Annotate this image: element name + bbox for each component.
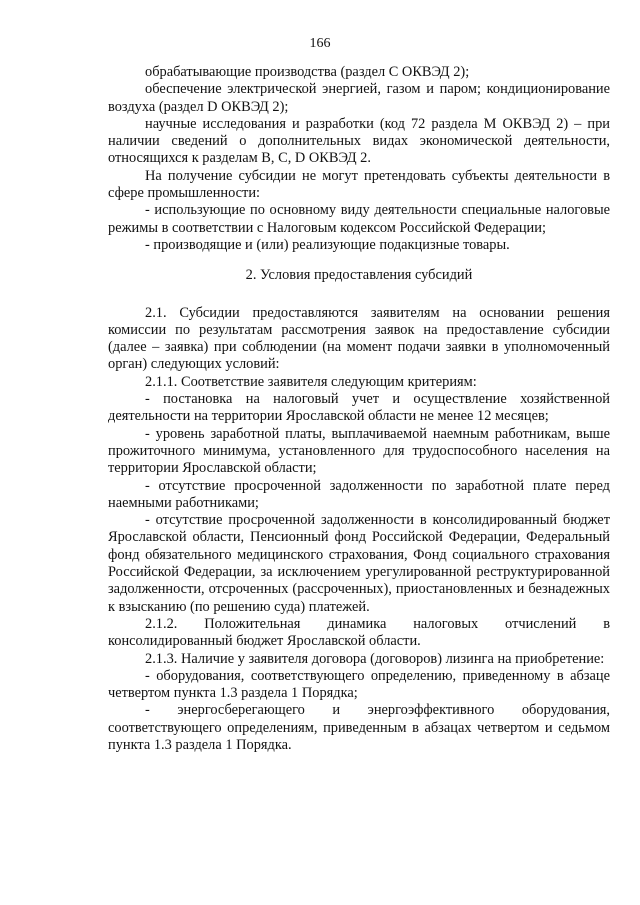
paragraph: 2.1.2. Положительная динамика налоговых отчислений в консолидированный бюджет Ярославской области. [108, 615, 610, 650]
list-item: - оборудования, соответствующего определению, приведенному в абзаце четвертом пункта 1.3 раздела 1 Порядка; [108, 667, 610, 702]
list-item: - производящие и (или) реализующие подакцизные товары. [145, 236, 510, 253]
document-body [108, 64, 610, 754]
list-item: - уровень заработной платы, выплачиваемой наемным работникам, выше прожиточного минимума, установленного для трудоспособного населения на территории Ярославской области; [108, 425, 610, 477]
paragraph: обеспечение электрической энергией, газом и паром; кондиционирование воздуха (раздел D ОКВЭД 2); [108, 81, 610, 115]
paragraph: 2.1.3. Наличие у заявителя договора (договоров) лизинга на приобретение: [145, 650, 605, 667]
list-item: - постановка на налоговый учет и осуществление хозяйственной деятельности на территории Ярославской области не менее 12 месяцев; [108, 391, 610, 425]
paragraph: научные исследования и разработки (код 72 раздела М ОКВЭД 2) – при наличии сведений о дополнительных видах экономической деятельности, относящихся к разделам В, С, D ОКВЭД 2. [108, 115, 610, 167]
list-item: - отсутствие просроченной задолженности в консолидированный бюджет Ярославской области, Пенсионный фонд Российской Федерации, Федеральный фонд обязательного медицинского страхования, Фонд социального страхования Российской Федерации, за исключением урегулированной реструктурированной задолженности, отсроченных (рассроченных), приостановленных и безнадежных к взысканию (по решению суда) платежей. [108, 512, 610, 615]
list-item: - отсутствие просроченной задолженности по заработной плате перед наемными работниками; [108, 477, 610, 511]
paragraph: 2.1.1. Соответствие заявителя следующим критериям: [145, 373, 477, 390]
section-heading: 2. Условия предоставления субсидий [245, 267, 473, 284]
page-number: 166 [309, 36, 331, 51]
paragraph: 2.1. Субсидии предоставляются заявителям на основании решения комиссии по результатам рассмотрения заявок на предоставление субсидии (далее – заявка) при соблюдении (на момент подачи заявки в уполномоченный орган) следующих условий: [108, 304, 610, 373]
paragraph: На получение субсидии не могут претендовать субъекты деятельности в сфере промышленности: [108, 167, 610, 202]
list-item: - энергосберегающего и энергоэффективного оборудования, соответствующего определениям, приведенным в абзацах четвертом и седьмом пункта 1.3 раздела 1 Порядка. [108, 702, 610, 753]
list-item: - использующие по основному виду деятельности специальные налоговые режимы в соответствии с Налоговым кодексом Российской Федерации; [108, 202, 610, 236]
paragraph: обрабатывающие производства (раздел С ОКВЭД 2); [145, 64, 470, 80]
